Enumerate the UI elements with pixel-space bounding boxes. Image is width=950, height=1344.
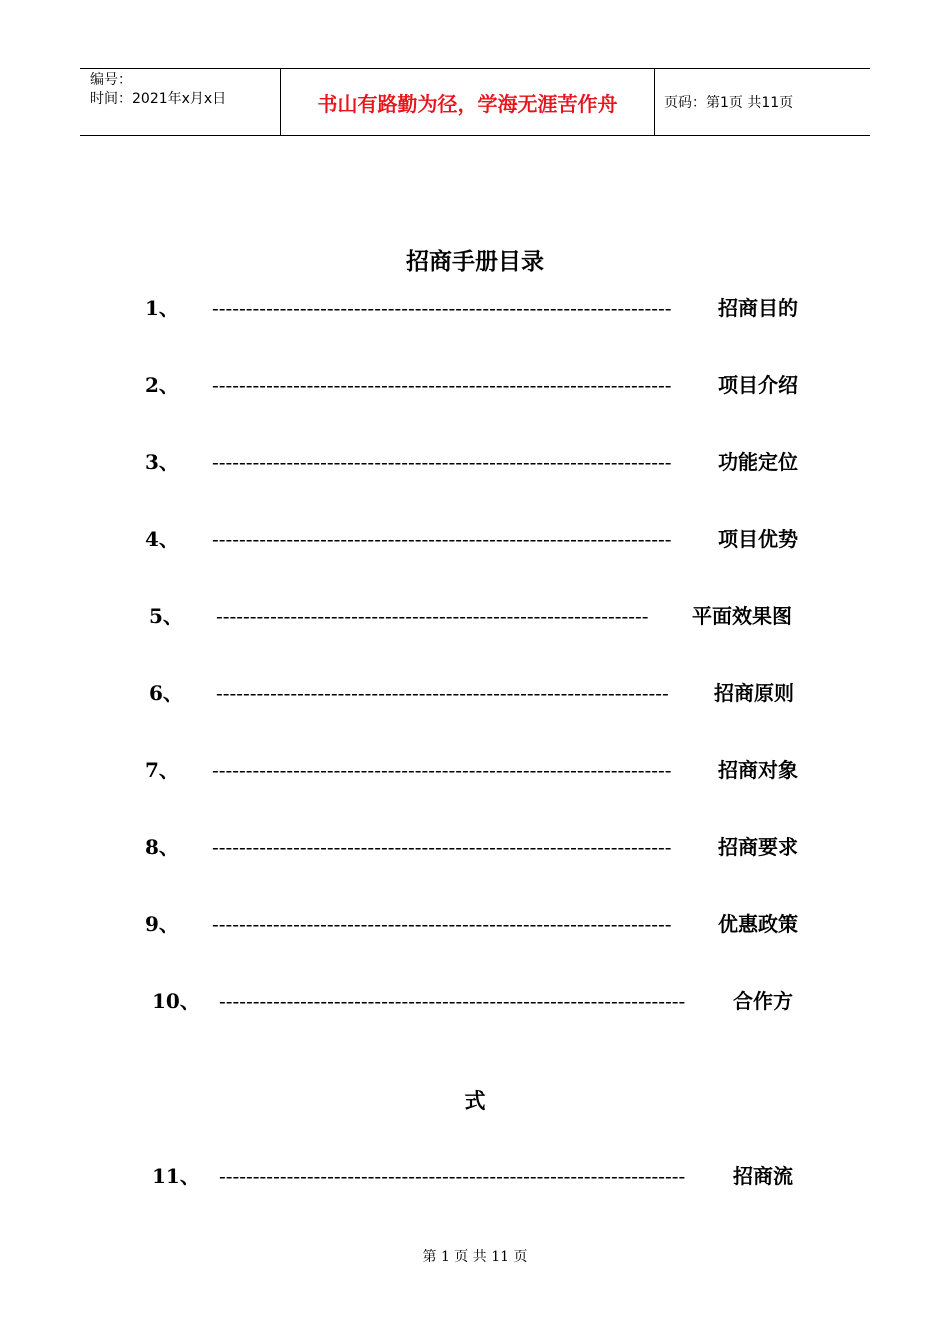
document-title: 招商手册目录 xyxy=(406,248,544,275)
toc-item-label: 招商原则 xyxy=(714,681,794,705)
toc-item-number: 7、 xyxy=(145,758,179,782)
toc-item-label: 项目介绍 xyxy=(718,373,798,397)
page-header xyxy=(80,68,870,136)
toc-item-label: 平面效果图 xyxy=(692,604,792,628)
toc-item-leader: -------------------------------------------------------------------- xyxy=(212,835,672,859)
toc-item-9 xyxy=(145,909,810,939)
toc-item-label: 项目优势 xyxy=(718,527,798,551)
toc-item-leader: -------------------------------------------------------------------- xyxy=(212,296,672,320)
toc-item-label: 招商要求 xyxy=(718,835,798,859)
header-time-label: 时间：2021年x月x日 xyxy=(90,91,227,107)
toc-item-number: 9、 xyxy=(145,912,179,936)
toc-item-leader: ---------------------------------------------------------------- xyxy=(216,604,649,628)
toc-item-1 xyxy=(145,293,810,323)
toc-item-leader: --------------------------------------------------------------------- xyxy=(219,989,686,1013)
toc-item-2 xyxy=(145,370,810,400)
toc-item-leader: -------------------------------------------------------------------- xyxy=(212,450,672,474)
toc-item-4 xyxy=(145,524,810,554)
toc-item-10 xyxy=(152,986,812,1016)
toc-item-leader: -------------------------------------------------------------------- xyxy=(212,758,672,782)
header-motto: 书山有路勤为径，学海无涯苦作舟 xyxy=(281,69,655,135)
toc-item-10-continuation: 式 xyxy=(464,1088,486,1113)
toc-item-number: 2、 xyxy=(145,373,179,397)
header-page-info: 页码：第1页 共11页 xyxy=(664,95,794,111)
toc-item-number: 3、 xyxy=(145,450,179,474)
toc-item-label: 优惠政策 xyxy=(718,912,798,936)
toc-item-11 xyxy=(152,1161,812,1191)
toc-item-leader: -------------------------------------------------------------------- xyxy=(212,912,672,936)
toc-item-label: 合作方 xyxy=(733,989,793,1013)
toc-item-7 xyxy=(145,755,810,785)
toc-item-number: 4、 xyxy=(145,527,179,551)
toc-item-label: 招商流 xyxy=(733,1164,793,1188)
page-footer: 第 1 页 共 11 页 xyxy=(422,1249,528,1265)
toc-item-number: 10、 xyxy=(152,989,200,1013)
toc-item-leader: ------------------------------------------------------------------- xyxy=(216,681,669,705)
toc-item-label: 招商目的 xyxy=(718,296,798,320)
toc-item-number: 6、 xyxy=(149,681,183,705)
toc-item-label: 招商对象 xyxy=(718,758,798,782)
toc-item-3 xyxy=(145,447,810,477)
toc-item-leader: --------------------------------------------------------------------- xyxy=(219,1164,686,1188)
toc-item-6 xyxy=(149,678,814,708)
toc-item-number: 5、 xyxy=(149,604,183,628)
header-meta-cell xyxy=(80,69,281,135)
toc-item-leader: -------------------------------------------------------------------- xyxy=(212,373,672,397)
toc-item-number: 1、 xyxy=(145,296,179,320)
toc-item-5 xyxy=(149,601,814,631)
toc-item-number: 11、 xyxy=(152,1164,200,1188)
toc-item-label: 功能定位 xyxy=(718,450,798,474)
toc-item-leader: -------------------------------------------------------------------- xyxy=(212,527,672,551)
toc-item-number: 8、 xyxy=(145,835,179,859)
header-number-label: 编号： xyxy=(90,72,132,88)
toc-item-8 xyxy=(145,832,810,862)
